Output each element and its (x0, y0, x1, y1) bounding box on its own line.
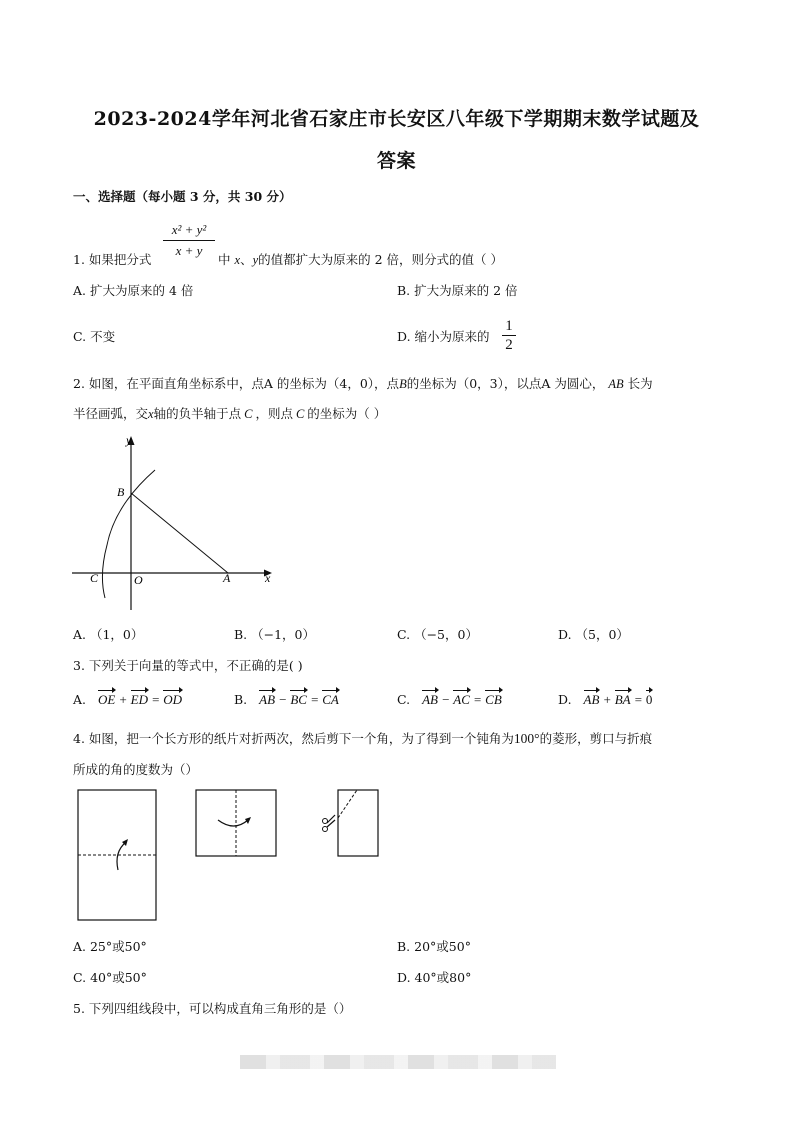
q1-option-b[interactable]: B. 扩大为原来的 2 倍 (397, 283, 518, 298)
q1-option-d-fraction (502, 318, 516, 353)
fold-arrow-step2 (218, 820, 248, 826)
q4-folding-figure (70, 782, 390, 927)
label-y: y (126, 433, 132, 447)
label-B: B (117, 485, 125, 499)
q4-option-b[interactable]: B. 20°或50° (397, 939, 471, 954)
q1-option-a[interactable]: A. 扩大为原来的 4 倍 (73, 283, 194, 298)
label-O: O (134, 573, 143, 587)
q3-c-eq: = (469, 692, 486, 707)
q2-option-c[interactable]: C. （−5，0） (397, 627, 478, 642)
q3-c-op: − (437, 692, 454, 707)
q2-stem-line1 (73, 374, 653, 392)
q2-l1-d: AB (608, 377, 624, 391)
vec-CA: CA (322, 692, 339, 707)
label-C: C (90, 571, 99, 585)
q2-l1-a: 2. 如图，在平面直角坐标系中，点A 的坐标为（4，0），点 (73, 376, 400, 391)
q1-fraction (163, 222, 215, 259)
q2-stem-line2 (73, 404, 386, 422)
q1-stem-rest (218, 250, 503, 268)
q3-a-eq: = (147, 692, 164, 707)
q3-stem: 3. 下列关于向量的等式中，不正确的是( ) (73, 658, 303, 673)
q2-l1-c: 的坐标为（0，3），以点A 为圆心， (406, 376, 605, 391)
fold-arrow-step1 (117, 842, 126, 870)
segment-AB (131, 493, 228, 573)
q1-sep: 、 (240, 252, 253, 267)
arc-centered-A (102, 470, 155, 598)
vec-ED: ED (130, 692, 148, 707)
q2-option-d[interactable]: D. （5，0） (558, 627, 629, 642)
q1-suffix-a: 中 (218, 252, 231, 267)
label-A: A (223, 571, 231, 585)
q3-b-op: − (275, 692, 291, 707)
q3-a-op: + (115, 692, 131, 707)
fold-arrowhead-step2 (245, 817, 251, 824)
scissors-icon (323, 815, 336, 832)
q1-fraction-numerator: x² + y² (171, 222, 207, 237)
footer-watermark (240, 1055, 556, 1069)
q2-l2-f: C (295, 407, 305, 421)
q1-option-d[interactable]: D. 缩小为原来的 (397, 329, 490, 344)
q4-stem-line2: 所成的角的度数为（） (73, 762, 199, 777)
q4-l1-a: 4. 如图，把一个长方形的纸片对折两次，然后剪下一个角，为了得到一个钝角为 (73, 731, 514, 746)
q1-fraction-denominator: x + y (175, 243, 203, 258)
q2-l2-g: 的坐标为（ ） (307, 406, 387, 421)
vec-AC: AC (453, 692, 470, 707)
q4-option-d[interactable]: D. 40°或80° (397, 970, 472, 985)
q2-l2-b: x (148, 407, 154, 421)
vec-OD: OD (163, 692, 183, 707)
q1-option-c[interactable]: C. 不变 (73, 329, 116, 344)
q3-option-a[interactable] (73, 692, 182, 708)
vec-OE: OE (98, 692, 116, 707)
q4-option-c[interactable]: C. 40°或50° (73, 970, 147, 985)
q1-suffix-b: 的值都扩大为原来的 2 倍，则分式的值（ ） (258, 252, 504, 267)
q3-option-b[interactable] (234, 692, 339, 708)
q3-b-label: B. (234, 692, 248, 707)
q5-stem: 5. 下列四组线段中，可以构成直角三角形的是（） (73, 1001, 352, 1016)
section-heading: 一、选择题（每小题 3 分，共 30 分） (73, 189, 292, 204)
q3-b-eq: = (306, 692, 323, 707)
q3-c-label: C. (397, 692, 411, 707)
vec-AB: AB (583, 692, 600, 707)
q2-l1-b: B (399, 377, 407, 391)
q2-l2-a: 半径画弧，交 (73, 406, 149, 421)
q3-d-eq: = (630, 692, 646, 707)
cut-line (338, 790, 357, 818)
paper-step3 (338, 790, 378, 856)
q4-l1-c: 的菱形，剪口与折痕 (539, 731, 653, 746)
q1-d-den: 2 (505, 337, 513, 353)
q1-d-num: 1 (505, 318, 513, 334)
q3-a-label: A. (73, 692, 87, 707)
q1-var-y: y (252, 253, 259, 267)
vec-BA: BA (614, 692, 631, 707)
q4-stem-line1 (73, 729, 652, 747)
vec-BC: BC (290, 692, 307, 707)
vec-AB: AB (422, 692, 438, 707)
q1-prefix: 1. 如果把分式 (73, 252, 152, 267)
q3-option-c[interactable] (397, 692, 502, 708)
q3-d-label: D. (558, 692, 572, 707)
page-title-line2: 答案 (376, 150, 416, 172)
q1-var-x: x (234, 253, 241, 267)
vec-zero: 0 (645, 692, 653, 707)
q3-option-d[interactable] (558, 692, 652, 708)
q3-d-op: + (599, 692, 615, 707)
q4-option-a[interactable]: A. 25°或50° (73, 939, 147, 954)
vec-CB: CB (485, 692, 502, 707)
vec-AB: AB (259, 692, 276, 707)
q1-fraction-bar (163, 240, 215, 241)
page-title-line1: 2023-2024学年河北省石家庄市长安区八年级下学期期末数学试题及 (93, 108, 700, 130)
q4-l1-b: 100° (513, 731, 540, 746)
q2-l1-e: 长为 (627, 376, 653, 391)
q1-d-bar (502, 335, 516, 336)
q2-coordinate-figure (60, 430, 280, 615)
q2-l2-e: ，则点 (255, 406, 293, 421)
q2-option-a[interactable]: A. （1，0） (73, 627, 144, 642)
label-x: x (265, 571, 271, 585)
q2-l2-c: 轴的负半轴于点 (153, 406, 242, 421)
q2-option-b[interactable]: B. （−1，0） (234, 627, 316, 642)
q2-l2-d: C (244, 407, 253, 421)
